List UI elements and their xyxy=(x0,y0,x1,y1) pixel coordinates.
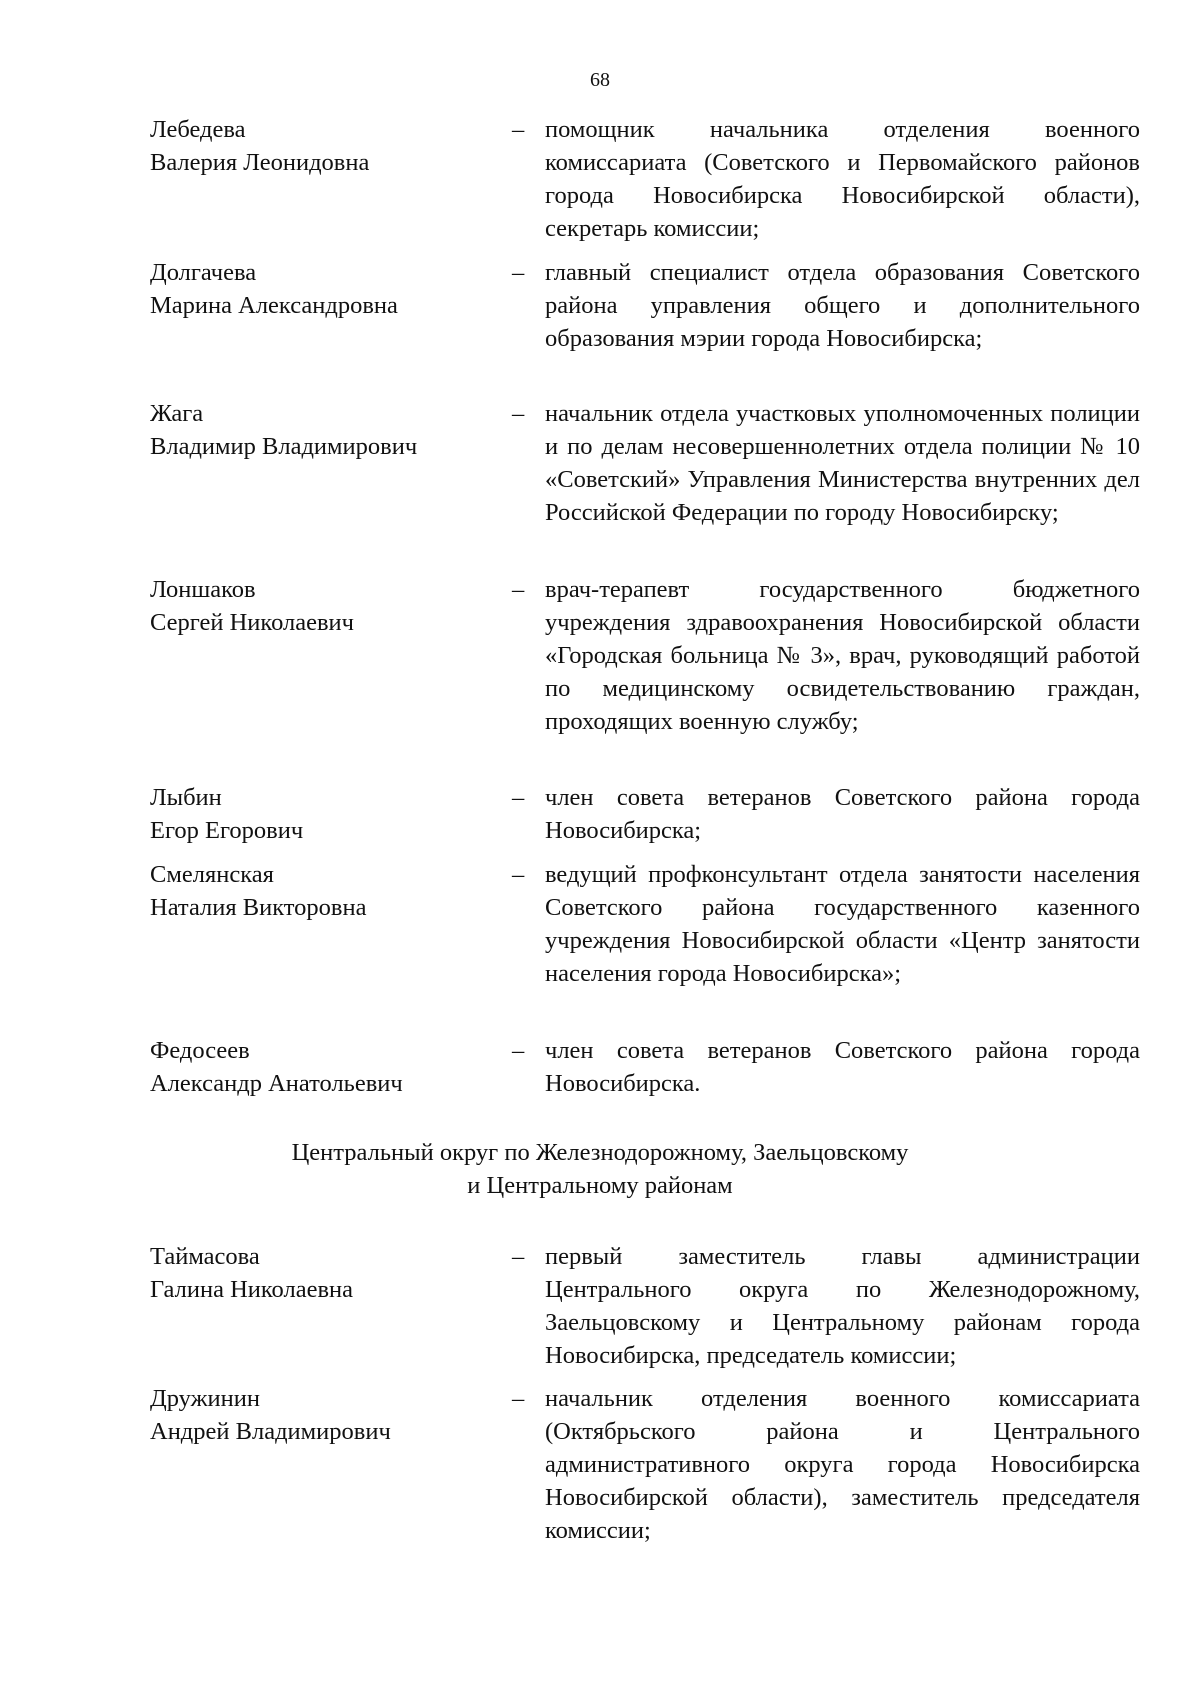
member-role: ведущий профконсультант отдела занятости населения Советского района государственного казенного учреждения Новосибирской области «Центр занятости населения города Новосибирска»; xyxy=(545,861,1140,987)
member-surname: Жага xyxy=(150,400,204,427)
member-role: первый заместитель главы администрации Центрального округа по Железнодорожному, Заельцовскому и Центральному районам города Новосибирска, председатель комиссии; xyxy=(545,1243,1140,1369)
member-given-names: Сергей Николаевич xyxy=(150,609,354,636)
member-name xyxy=(150,781,490,847)
page-number: 68 xyxy=(590,69,610,91)
member-given-names: Галина Николаевна xyxy=(150,1276,354,1303)
member-name xyxy=(150,113,490,179)
member-name xyxy=(150,573,490,639)
member-given-names: Марина Александровна xyxy=(150,292,398,319)
member-surname: Дружинин xyxy=(150,1385,260,1412)
dash-separator: – xyxy=(512,861,525,888)
member-name xyxy=(150,397,490,463)
dash-separator: – xyxy=(512,576,525,603)
member-given-names: Валерия Леонидовна xyxy=(150,149,370,176)
member-role: начальник отдела участковых уполномоченных полиции и по делам несовершеннолетних отдела полиции № 10 «Советский» Управления Министерства внутренних дел Российской Федерации по городу Новосибирску; xyxy=(545,400,1140,526)
member-name xyxy=(150,858,490,924)
member-name xyxy=(150,1240,490,1306)
member-surname: Лыбин xyxy=(150,784,222,811)
member-role: главный специалист отдела образования Советского района управления общего и дополнительного образования мэрии города Новосибирска; xyxy=(545,259,1140,352)
member-given-names: Александр Анатольевич xyxy=(150,1070,403,1097)
member-given-names: Наталия Викторовна xyxy=(150,894,367,921)
dash-separator: – xyxy=(512,1037,525,1064)
member-role: помощник начальника отделения военного комиссариата (Советского и Первомайского районов города Новосибирска Новосибирской области), секретарь комиссии; xyxy=(545,116,1140,242)
member-name xyxy=(150,1382,490,1448)
section-heading-line: и Центральному районам xyxy=(467,1172,733,1199)
section-heading-line: Центральный округ по Железнодорожному, Заельцовскому xyxy=(291,1139,909,1166)
dash-separator: – xyxy=(512,259,525,286)
member-role: врач-терапевт государственного бюджетного учреждения здравоохранения Новосибирской области «Городская больница № 3», врач, руководящий работой по медицинскому освидетельствованию граждан, проходящих военную службу; xyxy=(545,576,1140,735)
member-surname: Федосеев xyxy=(150,1037,250,1064)
section-heading xyxy=(0,1136,1200,1202)
dash-separator: – xyxy=(512,1243,525,1270)
member-role: начальник отделения военного комиссариата (Октябрьского района и Центрального административного округа города Новосибирска Новосибирской области), заместитель председателя комиссии; xyxy=(545,1385,1140,1544)
member-role: член совета ветеранов Советского района города Новосибирска. xyxy=(545,1037,1140,1097)
member-surname: Таймасова xyxy=(150,1243,260,1270)
dash-separator: – xyxy=(512,400,525,427)
member-given-names: Владимир Владимирович xyxy=(150,433,418,460)
member-surname: Лебедева xyxy=(150,116,246,143)
member-surname: Лоншаков xyxy=(150,576,256,603)
member-given-names: Егор Егорович xyxy=(150,817,304,844)
member-surname: Долгачева xyxy=(150,259,257,286)
dash-separator: – xyxy=(512,116,525,143)
member-name xyxy=(150,1034,490,1100)
member-role: член совета ветеранов Советского района города Новосибирска; xyxy=(545,784,1140,844)
member-surname: Смелянская xyxy=(150,861,274,888)
member-name xyxy=(150,256,490,322)
dash-separator: – xyxy=(512,784,525,811)
dash-separator: – xyxy=(512,1385,525,1412)
member-given-names: Андрей Владимирович xyxy=(150,1418,391,1445)
